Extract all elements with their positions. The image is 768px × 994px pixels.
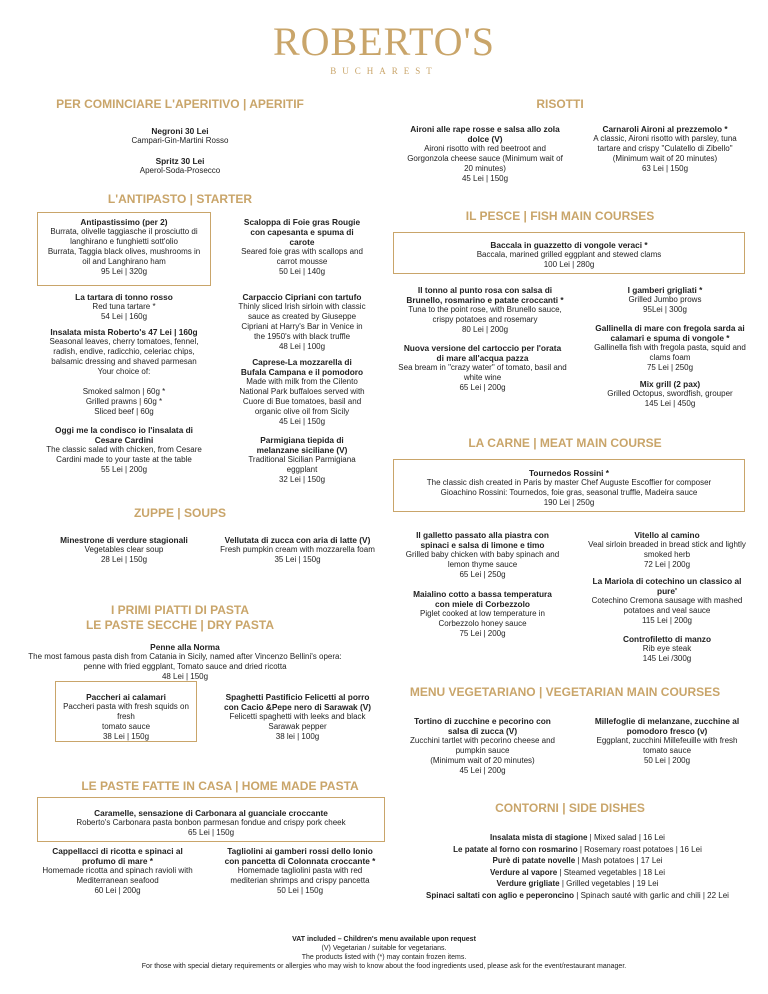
item-description: lemon thyme sauce bbox=[447, 560, 518, 569]
item-description: tomato sauce bbox=[642, 746, 692, 755]
item-title: Carnaroli Aironi al prezzemolo * bbox=[602, 124, 728, 134]
item-title: di mare all'acqua pazza bbox=[436, 353, 529, 363]
item-title: Parmigiana tiepida di bbox=[260, 435, 344, 445]
item-description: Aperol-Soda-Prosecco bbox=[139, 166, 221, 175]
item-price: 50 Lei | 150g bbox=[276, 886, 324, 895]
item-price: 54 Lei | 160g bbox=[100, 312, 148, 321]
item-price: 38 lei | 100g bbox=[275, 732, 320, 741]
item-price: 48 Lei | 150g bbox=[161, 672, 209, 681]
item-description: National Park buffaloes served with bbox=[239, 387, 365, 396]
item-title: con capesanta e spuma di bbox=[250, 227, 354, 237]
item-title: Antipastissimo (per 2) bbox=[80, 217, 168, 227]
item-title: Controfiletto di manzo bbox=[622, 634, 712, 644]
menu-item-carnaroli bbox=[570, 124, 760, 174]
section-primi: I PRIMI PIATTI DI PASTA bbox=[111, 603, 249, 617]
item-description: potatoes and veal sauce bbox=[623, 606, 711, 615]
item-description: Gioachino Rossini: Tournedos, foie gras, seasonal truffle, Madeira sauce bbox=[440, 488, 698, 497]
item-title: Il galletto passato alla piastra con bbox=[416, 530, 549, 540]
item-description: | Steamed vegetables | 18 Lei bbox=[557, 867, 665, 877]
item-description: Sea bream in "crazy water" of tomato, basil and bbox=[398, 363, 567, 372]
item-title: Vellutata di zucca con aria di latte (V) bbox=[224, 535, 371, 545]
section-paste-secche: LE PASTE SECCHE | DRY PASTA bbox=[85, 618, 275, 632]
item-description: The most famous pasta dish from Catania in Sicily, named after Vincenzo Bellini's opera: bbox=[28, 652, 342, 661]
item-description: Campari-Gin-Martini Rosso bbox=[131, 136, 229, 145]
menu-item-penne-norma bbox=[10, 642, 360, 682]
list-item bbox=[385, 890, 768, 902]
footer-vegetarian-note: (V) Vegetarian / suitable for vegetarians. bbox=[321, 945, 447, 952]
item-description: | Mash potatoes | 17 Lei bbox=[575, 856, 663, 865]
menu-item-antipastissimo bbox=[37, 217, 211, 277]
menu-item-cesare-cardini bbox=[30, 425, 218, 475]
section-antipasto: L'ANTIPASTO | STARTER bbox=[107, 192, 253, 206]
item-description: Cotechino Cremona sausage with mashed bbox=[591, 596, 743, 605]
menu-item-gallinella bbox=[580, 323, 760, 373]
item-description: Corbezzolo honey sauce bbox=[438, 619, 527, 628]
item-description: Veal sirloin breaded in bread stick and lightly bbox=[588, 540, 746, 549]
item-title: I gamberi grigliati * bbox=[627, 285, 703, 295]
list-item bbox=[385, 844, 768, 856]
item-price: 45 Lei | 200g bbox=[459, 766, 506, 775]
item-price: 65 Lei | 200g bbox=[459, 383, 506, 392]
item-price: 65 Lei | 150g bbox=[187, 828, 235, 837]
menu-item-mariola bbox=[572, 576, 762, 626]
item-description: Sliced beef | 60g bbox=[94, 407, 154, 416]
item-description: organic olive oil from Sicily bbox=[254, 407, 350, 416]
item-price: 72 Lei | 200g bbox=[643, 560, 691, 569]
item-price: 55 Lei | 200g bbox=[100, 465, 148, 474]
item-price: 32 Lei | 150g bbox=[278, 475, 326, 484]
menu-item-cappellacci bbox=[30, 846, 205, 896]
item-description: Tuna to the point rose, with Brunello sauce, bbox=[408, 305, 562, 314]
item-description: Burrata, Taggia black olives, mushrooms in bbox=[47, 247, 201, 256]
item-price: 145 Lei | 450g bbox=[644, 399, 696, 408]
item-title: con miele di Corbezzolo bbox=[435, 599, 530, 609]
footer-frozen-note: The products listed with (*) may contain frozen items. bbox=[301, 954, 467, 961]
item-description: the 1950's with black truffle bbox=[253, 332, 351, 341]
section-risotti: RISOTTI bbox=[536, 97, 584, 111]
item-description: Verdure grigliate bbox=[496, 879, 560, 888]
item-description: Grilled Jumbo prows bbox=[628, 295, 702, 304]
item-title: melanzane siciliane (V) bbox=[256, 445, 348, 455]
list-item bbox=[385, 867, 768, 879]
item-price: 45 Lei | 150g bbox=[278, 417, 326, 426]
item-title: Baccala in guazzetto di vongole veraci * bbox=[490, 240, 648, 250]
item-title: Tagliolini ai gamberi rossi dello Ionio bbox=[227, 846, 373, 856]
item-description: eggplant bbox=[286, 465, 318, 474]
item-price: 45 Lei | 150g bbox=[461, 174, 509, 183]
restaurant-city: BUCHAREST bbox=[330, 66, 438, 76]
item-price: 48 Lei | 100g bbox=[278, 342, 326, 351]
section-aperitivo: PER COMINCIARE L'APERITIVO | APERITIF bbox=[56, 97, 304, 111]
item-title: Penne alla Norma bbox=[150, 642, 220, 652]
item-description: Grilled Octopus, swordfish, grouper bbox=[607, 389, 733, 398]
item-title: pomodoro fresco (v) bbox=[626, 726, 708, 736]
item-title: profumo di mare * bbox=[82, 856, 153, 866]
footer-allergy-note: For those with special dietary requirements or allergies who may wish to know about the food ingredients used, please ask for the event/restaurant manager. bbox=[141, 963, 627, 970]
section-contorni: CONTORNI | SIDE DISHES bbox=[495, 801, 645, 815]
menu-item-aironi-rape bbox=[390, 124, 580, 184]
menu-item-controfiletto bbox=[572, 634, 762, 664]
item-description: tartare and crispy "Culatello di Zibello" bbox=[597, 144, 733, 153]
item-price: 145 Lei /300g bbox=[642, 654, 692, 663]
item-title: Brunello, rosmarino e patate croccanti * bbox=[406, 295, 564, 305]
item-description: mediterian shrimps and crispy pancetta bbox=[230, 876, 370, 885]
item-description: Mediterranean seafood bbox=[76, 876, 159, 885]
item-description: crispy potatoes and rosemary bbox=[432, 315, 538, 324]
item-title: La tartara di tonno rosso bbox=[75, 292, 173, 302]
menu-item-foie-gras bbox=[222, 217, 382, 277]
item-title: Nuova versione del cartoccio per l'orata bbox=[403, 343, 562, 353]
item-description: Paccheri pasta with fresh squids on fresh bbox=[63, 702, 189, 721]
item-title: con Cacio &Pepe nero di Sarawak (V) bbox=[223, 702, 372, 712]
item-description: 20 minutes) bbox=[464, 164, 506, 173]
item-price: 190 Lei | 250g bbox=[543, 498, 595, 507]
item-description: Thinly sliced Irish sirloin with classic bbox=[238, 302, 366, 311]
item-description: Red tuna tartare * bbox=[92, 302, 156, 311]
item-price: 80 Lei | 200g bbox=[461, 325, 509, 334]
menu-item-caramelle bbox=[37, 808, 385, 838]
item-title: Tournedos Rossini * bbox=[528, 468, 610, 478]
item-title: spinaci e salsa di limone e timo bbox=[420, 540, 545, 550]
item-description: Cipriani at Harry's Bar in Venice in bbox=[241, 322, 363, 331]
item-description: Insalata mista di stagione bbox=[490, 833, 588, 842]
item-description: Homemade ricotta and spinach ravioli with bbox=[42, 866, 193, 875]
item-description: Homemade tagliolini pasta with red bbox=[237, 866, 363, 875]
item-description: Zucchini tartlet with pecorino cheese and bbox=[410, 736, 555, 745]
item-description: (Minimum wait of 20 minutes) bbox=[430, 756, 535, 765]
item-title: Cappellacci di ricotta e spinaci al bbox=[52, 846, 183, 856]
restaurant-logo: ROBERTO'S bbox=[272, 19, 495, 64]
item-title: con pancetta di Colonnata croccante * bbox=[224, 856, 376, 866]
contorni-list bbox=[385, 832, 768, 901]
item-description: The classic salad with chicken, from Cesare bbox=[46, 445, 202, 454]
menu-item-mix-grill bbox=[580, 379, 760, 409]
menu-item-millefoglie bbox=[572, 716, 762, 766]
item-description: Roberto's Carbonara pasta bonbon parmesan fondue and crispy pork cheek bbox=[76, 818, 346, 827]
item-description: balsamic dressing and shaved parmesan bbox=[51, 357, 197, 366]
item-title: La Mariola di cotechino un classico al bbox=[592, 576, 742, 586]
item-description: Seared foie gras with scallops and bbox=[241, 247, 363, 256]
menu-item-minestrone bbox=[30, 535, 218, 565]
menu-footer bbox=[0, 935, 768, 971]
item-title: Bufala Campana e il pomodoro bbox=[240, 367, 364, 377]
item-description: The classic dish created in Paris by master Chef Auguste Escoffier for composer bbox=[426, 478, 712, 487]
item-title: Aironi alle rape rosse e salsa allo zola bbox=[410, 124, 560, 134]
item-title: carote bbox=[289, 237, 315, 247]
item-title: Millefoglie di melanzane, zucchine al bbox=[594, 716, 740, 726]
menu-item-negroni bbox=[90, 126, 270, 146]
item-description: pumpkin sauce bbox=[455, 746, 510, 755]
item-price: 63 Lei | 150g bbox=[641, 164, 689, 173]
item-description: carrot mousse bbox=[276, 257, 328, 266]
item-description: Verdure al vapore bbox=[490, 867, 558, 877]
item-description: | Mixed salad | 16 Lei bbox=[587, 833, 665, 842]
item-title: Cesare Cardini bbox=[94, 435, 154, 445]
item-title: Negroni 30 Lei bbox=[151, 126, 209, 136]
menu-item-rossini bbox=[393, 468, 745, 508]
section-zuppe: ZUPPE | SOUPS bbox=[133, 506, 227, 520]
item-title: Minestrone di verdure stagionali bbox=[60, 535, 188, 545]
item-description: white wine bbox=[463, 373, 502, 382]
menu-item-insalata-mista bbox=[30, 327, 218, 417]
item-price: 50 Lei | 200g bbox=[643, 756, 691, 765]
item-description: Baccala, marined grilled eggplant and stewed clams bbox=[476, 250, 662, 259]
item-title: Gallinella di mare con fregola sarda ai bbox=[595, 323, 745, 333]
item-title: Spaghetti Pastificio Felicetti al porro bbox=[225, 692, 370, 702]
item-title: Mix grill (2 pax) bbox=[639, 379, 701, 389]
item-description: sauce as created by Giuseppe bbox=[247, 312, 357, 321]
footer-vat-note: VAT included – Children's menu available upon request bbox=[292, 936, 476, 943]
item-description bbox=[30, 377, 218, 387]
menu-item-spritz bbox=[90, 156, 270, 176]
item-title: Caramelle, sensazione di Carbonara al guanciale croccante bbox=[94, 808, 328, 818]
item-description: Vegetables clear soup bbox=[84, 545, 164, 554]
item-description: langhirano e funghietti sott'olio bbox=[70, 237, 178, 246]
item-description: Le patate al forno con rosmarino bbox=[453, 844, 578, 854]
item-description: Gallinella fish with fregola pasta, squid and bbox=[594, 343, 746, 352]
item-price: 28 Lei | 150g bbox=[100, 555, 148, 564]
item-price: 115 Lei | 200g bbox=[642, 616, 692, 625]
menu-item-tartara bbox=[37, 292, 211, 322]
item-description: Smoked salmon | 60g * bbox=[82, 387, 166, 396]
item-description: radish, endive, radicchio, celeriac chips, bbox=[53, 347, 195, 356]
item-title: Carpaccio Cipriani con tartufo bbox=[242, 292, 362, 302]
item-description: smoked herb bbox=[643, 550, 691, 559]
menu-item-maialino bbox=[390, 589, 575, 639]
item-description: Spinaci saltati con aglio e peperoncino bbox=[426, 890, 575, 900]
item-description: Aironi risotto with red beetroot and bbox=[424, 144, 546, 153]
item-title: Caprese-La mozzarella di bbox=[252, 357, 352, 367]
item-description: Cardini made to your taste at the table bbox=[56, 455, 192, 464]
item-title: dolce (V) bbox=[467, 134, 503, 144]
list-item bbox=[385, 855, 768, 867]
item-description: | Grilled vegetables | 19 Lei bbox=[559, 879, 659, 888]
menu-item-tonno bbox=[385, 285, 585, 335]
item-title: Spritz 30 Lei bbox=[155, 156, 205, 166]
menu-item-vellutata bbox=[210, 535, 385, 565]
item-title: Insalata mista Roberto's 47 Lei | 160g bbox=[50, 327, 198, 337]
item-title: salsa di zucca (V) bbox=[447, 726, 518, 736]
item-description: Rib eye steak bbox=[642, 644, 692, 653]
item-price: 95Lei | 300g bbox=[643, 305, 687, 314]
item-description: Gorgonzola cheese sauce (Minimum wait of bbox=[407, 154, 563, 163]
section-pesce: IL PESCE | FISH MAIN COURSES bbox=[465, 209, 655, 223]
item-price: 100 Lei | 280g bbox=[543, 260, 595, 269]
list-item bbox=[385, 878, 768, 890]
item-description: Traditional Sicilian Parmigiana bbox=[248, 455, 356, 464]
menu-item-vitello bbox=[572, 530, 762, 570]
section-paste-casa: LE PASTE FATTE IN CASA | HOME MADE PASTA bbox=[81, 779, 359, 793]
item-description: Grilled prawns | 60g * bbox=[85, 397, 163, 406]
item-description: penne with fried eggplant, Tomato sauce and dried ricotta bbox=[83, 662, 287, 671]
item-title: calamari e spuma di vongole * bbox=[610, 333, 730, 343]
item-description: Sarawak pepper bbox=[268, 722, 327, 731]
menu-item-tagliolini bbox=[210, 846, 390, 896]
item-description: Grilled baby chicken with baby spinach and bbox=[405, 550, 560, 559]
item-title: Paccheri ai calamari bbox=[86, 692, 166, 702]
item-description: Cuore di Bue tomatoes, basil and bbox=[242, 397, 362, 406]
menu-item-gamberi bbox=[590, 285, 740, 315]
item-description: clams foam bbox=[649, 353, 691, 362]
item-price: 95 Lei | 320g bbox=[100, 267, 148, 276]
menu-item-orata bbox=[380, 343, 585, 393]
menu-item-caprese bbox=[222, 357, 382, 427]
menu-item-tortino bbox=[390, 716, 575, 776]
item-description: Burrata, olivelle taggiasche il prosciutto di bbox=[50, 227, 198, 236]
menu-item-baccala bbox=[393, 240, 745, 270]
item-title: Maialino cotto a bassa temperatura bbox=[413, 589, 552, 599]
item-title: Vitello al camino bbox=[634, 530, 700, 540]
item-price: 75 Lei | 250g bbox=[646, 363, 694, 372]
item-price: 50 Lei | 140g bbox=[278, 267, 326, 276]
item-description: Made with milk from the Cilento bbox=[246, 377, 358, 386]
item-description: Fresh pumpkin cream with mozzarella foam bbox=[220, 545, 375, 554]
item-title: Scaloppa di Foie gras Rougie bbox=[243, 217, 361, 227]
item-title: pure' bbox=[657, 586, 677, 596]
section-carne: LA CARNE | MEAT MAIN COURSE bbox=[468, 436, 662, 450]
item-description: Your choice of: bbox=[97, 367, 151, 376]
menu-item-paccheri bbox=[55, 692, 197, 742]
item-title: Tortino di zucchine e pecorino con bbox=[414, 716, 551, 726]
list-item bbox=[385, 832, 768, 844]
item-description: oil and Langhirano ham bbox=[82, 257, 166, 266]
item-description: Seasonal leaves, cherry tomatoes, fennel, bbox=[49, 337, 199, 346]
item-price: 75 Lei | 200g bbox=[459, 629, 506, 638]
item-description: A classic, Aironi risotto with parsley, tuna bbox=[593, 134, 737, 143]
item-description: | Rosemary roast potatoes | 16 Lei bbox=[577, 844, 702, 854]
item-price: 60 Lei | 200g bbox=[94, 886, 141, 895]
item-price: 35 Lei | 150g bbox=[274, 555, 321, 564]
item-description: Felicetti spaghetti with leeks and black bbox=[229, 712, 366, 721]
item-description: Purè di patate novelle bbox=[492, 856, 576, 865]
menu-item-spaghetti bbox=[210, 692, 385, 742]
item-description: Eggplant, zucchini Millefeuille with fresh bbox=[596, 736, 738, 745]
item-description: Piglet cooked at low temperature in bbox=[420, 609, 545, 618]
menu-item-galletto bbox=[390, 530, 575, 580]
item-price: 38 Lei | 150g bbox=[102, 732, 150, 741]
section-vegetariano: MENU VEGETARIANO | VEGETARIAN MAIN COURSES bbox=[409, 685, 721, 699]
menu-item-carpaccio bbox=[222, 292, 382, 352]
item-title: Oggi me la condisco io l'insalata di bbox=[55, 425, 193, 435]
item-description: tomato sauce bbox=[101, 722, 151, 731]
item-description: | Spinach sauté with garlic and chili | 22 Lei bbox=[574, 890, 729, 900]
item-description: (Minimum wait of 20 minutes) bbox=[612, 154, 718, 163]
item-price: 65 Lei | 250g bbox=[459, 570, 506, 579]
item-title: Il tonno al punto rosa con salsa di bbox=[417, 285, 553, 295]
menu-item-parmigiana bbox=[222, 435, 382, 485]
